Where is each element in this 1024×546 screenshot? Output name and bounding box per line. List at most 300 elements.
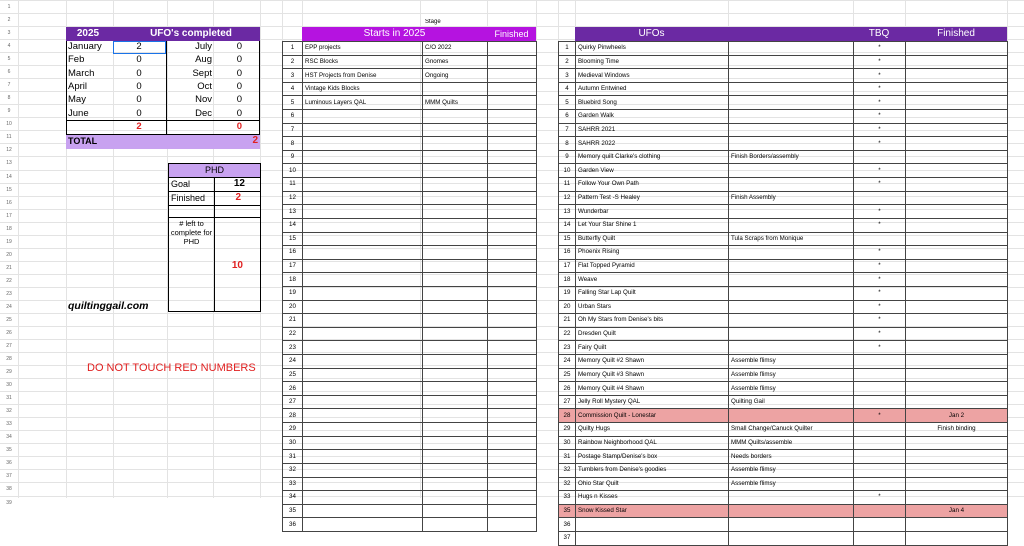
row-number-cell[interactable]: 9 <box>283 150 303 164</box>
row-number-cell[interactable]: 6 <box>283 110 303 124</box>
finished-cell[interactable] <box>906 137 1008 151</box>
starts-row[interactable] <box>283 327 537 341</box>
project-name-cell[interactable] <box>303 423 423 437</box>
finished-cell[interactable] <box>906 205 1008 219</box>
tbq-cell[interactable]: * <box>854 409 906 423</box>
row-number-cell[interactable]: 12 <box>559 191 576 205</box>
ufo-row[interactable] <box>559 327 1008 341</box>
starts-row[interactable] <box>283 110 537 124</box>
starts-row[interactable] <box>283 423 537 437</box>
row-number-cell[interactable]: 26 <box>559 382 576 396</box>
stage-cell[interactable] <box>423 178 488 192</box>
stage-cell[interactable] <box>423 395 488 409</box>
stage-cell[interactable] <box>423 327 488 341</box>
stage-cell[interactable] <box>423 300 488 314</box>
ufo-note-cell[interactable]: MMM Quilts/assemble <box>729 436 854 450</box>
ufo-note-cell[interactable] <box>729 69 854 83</box>
stage-cell[interactable] <box>423 463 488 477</box>
ufo-name-cell[interactable]: Quilty Hugs <box>576 423 729 437</box>
month-value-cell[interactable]: 0 <box>236 68 242 79</box>
finished-cell[interactable] <box>906 232 1008 246</box>
finished-cell[interactable] <box>906 191 1008 205</box>
row-number[interactable]: 37 <box>6 473 12 479</box>
starts-row[interactable] <box>283 96 537 110</box>
row-number[interactable]: 36 <box>6 460 12 466</box>
row-number-cell[interactable]: 10 <box>283 164 303 178</box>
ufo-note-cell[interactable]: Finish Assembly <box>729 191 854 205</box>
ufo-name-cell[interactable]: Memory Quilt #3 Shawn <box>576 368 729 382</box>
finished-cell[interactable]: Finish binding <box>906 423 1008 437</box>
row-number-cell[interactable]: 6 <box>559 110 576 124</box>
ufo-row[interactable] <box>559 55 1008 69</box>
row-number[interactable]: 22 <box>6 278 12 284</box>
stage-cell[interactable] <box>423 110 488 124</box>
row-number[interactable]: 32 <box>6 408 12 414</box>
finished-cell[interactable] <box>488 110 537 124</box>
finished-cell[interactable] <box>906 436 1008 450</box>
finished-cell[interactable] <box>488 273 537 287</box>
finished-cell[interactable] <box>906 491 1008 505</box>
starts-row[interactable] <box>283 518 537 532</box>
ufo-name-cell[interactable]: Pattern Test -S Healey <box>576 191 729 205</box>
row-number-cell[interactable]: 13 <box>559 205 576 219</box>
stage-cell[interactable] <box>423 164 488 178</box>
stage-cell[interactable] <box>423 368 488 382</box>
tbq-cell[interactable]: * <box>854 82 906 96</box>
starts-row[interactable] <box>283 178 537 192</box>
tbq-cell[interactable]: * <box>854 96 906 110</box>
ufo-row[interactable] <box>559 178 1008 192</box>
ufo-row[interactable] <box>559 42 1008 56</box>
row-number-cell[interactable]: 25 <box>283 368 303 382</box>
ufo-note-cell[interactable] <box>729 314 854 328</box>
row-number-cell[interactable]: 35 <box>559 504 576 518</box>
ufo-row[interactable] <box>559 286 1008 300</box>
finished-cell[interactable] <box>906 395 1008 409</box>
tbq-cell[interactable]: * <box>854 259 906 273</box>
finished-cell[interactable] <box>488 504 537 518</box>
row-number-cell[interactable]: 27 <box>559 395 576 409</box>
month-value-cell[interactable]: 0 <box>236 54 242 65</box>
finished-cell[interactable] <box>488 300 537 314</box>
ufo-note-cell[interactable] <box>729 137 854 151</box>
row-number[interactable]: 1 <box>7 4 11 10</box>
ufo-name-cell[interactable]: Let Your Star Shine 1 <box>576 218 729 232</box>
finished-cell[interactable] <box>488 178 537 192</box>
row-number-cell[interactable]: 24 <box>283 355 303 369</box>
stage-cell[interactable] <box>423 355 488 369</box>
finished-cell[interactable] <box>906 110 1008 124</box>
finished-cell[interactable] <box>906 450 1008 464</box>
finished-cell[interactable] <box>906 246 1008 260</box>
ufo-name-cell[interactable] <box>576 531 729 545</box>
ufo-name-cell[interactable]: Bluebird Song <box>576 96 729 110</box>
ufo-note-cell[interactable] <box>729 531 854 545</box>
tbq-cell[interactable] <box>854 150 906 164</box>
ufo-name-cell[interactable]: Garden View <box>576 164 729 178</box>
row-number[interactable]: 7 <box>7 82 11 88</box>
row-number-cell[interactable]: 26 <box>283 382 303 396</box>
finished-cell[interactable] <box>488 69 537 83</box>
starts-row[interactable] <box>283 355 537 369</box>
finished-cell[interactable] <box>906 123 1008 137</box>
finished-cell[interactable] <box>488 150 537 164</box>
row-number-cell[interactable]: 15 <box>559 232 576 246</box>
row-number[interactable]: 24 <box>6 304 12 310</box>
starts-row[interactable] <box>283 341 537 355</box>
project-name-cell[interactable] <box>303 355 423 369</box>
row-number[interactable]: 26 <box>6 330 12 336</box>
row-number[interactable]: 35 <box>6 447 12 453</box>
row-number-cell[interactable]: 19 <box>559 286 576 300</box>
finished-cell[interactable] <box>488 518 537 532</box>
tbq-cell[interactable]: * <box>854 42 906 56</box>
ufo-note-cell[interactable] <box>729 123 854 137</box>
tbq-cell[interactable] <box>854 232 906 246</box>
row-number[interactable]: 33 <box>6 421 12 427</box>
ufo-row[interactable] <box>559 450 1008 464</box>
row-number-cell[interactable]: 20 <box>559 300 576 314</box>
ufo-note-cell[interactable] <box>729 491 854 505</box>
row-number[interactable]: 25 <box>6 317 12 323</box>
ufo-row[interactable] <box>559 205 1008 219</box>
project-name-cell[interactable] <box>303 450 423 464</box>
row-number[interactable]: 30 <box>6 382 12 388</box>
finished-cell[interactable] <box>488 246 537 260</box>
row-number-cell[interactable]: 1 <box>559 42 576 56</box>
ufo-note-cell[interactable] <box>729 164 854 178</box>
finished-cell[interactable] <box>906 355 1008 369</box>
tbq-cell[interactable]: * <box>854 123 906 137</box>
tbq-cell[interactable]: * <box>854 137 906 151</box>
ufo-name-cell[interactable]: SAHRR 2022 <box>576 137 729 151</box>
row-number[interactable]: 3 <box>7 30 11 36</box>
stage-cell[interactable] <box>423 491 488 505</box>
tbq-cell[interactable]: * <box>854 69 906 83</box>
row-number[interactable]: 34 <box>6 434 12 440</box>
row-number-cell[interactable]: 18 <box>283 273 303 287</box>
row-number-cell[interactable]: 12 <box>283 191 303 205</box>
finished-cell[interactable] <box>906 96 1008 110</box>
ufo-row[interactable] <box>559 355 1008 369</box>
starts-row[interactable] <box>283 300 537 314</box>
ufo-row[interactable] <box>559 164 1008 178</box>
tbq-cell[interactable]: * <box>854 491 906 505</box>
ufo-row[interactable] <box>559 423 1008 437</box>
row-number[interactable]: 20 <box>6 252 12 258</box>
row-number-cell[interactable]: 31 <box>559 450 576 464</box>
starts-row[interactable] <box>283 137 537 151</box>
row-number-cell[interactable]: 28 <box>559 409 576 423</box>
ufo-name-cell[interactable]: Medieval Windows <box>576 69 729 83</box>
stage-cell[interactable]: Gnomes <box>423 55 488 69</box>
ufo-name-cell[interactable]: Butterfly Quilt <box>576 232 729 246</box>
project-name-cell[interactable]: RSC Blocks <box>303 55 423 69</box>
stage-cell[interactable] <box>423 341 488 355</box>
stage-cell[interactable] <box>423 314 488 328</box>
finished-cell[interactable] <box>488 42 537 56</box>
row-number-cell[interactable]: 14 <box>559 218 576 232</box>
row-number-cell[interactable]: 29 <box>559 423 576 437</box>
row-number-cell[interactable]: 16 <box>283 246 303 260</box>
row-number[interactable]: 12 <box>6 147 12 153</box>
finished-cell[interactable] <box>906 286 1008 300</box>
project-name-cell[interactable] <box>303 178 423 192</box>
starts-row[interactable] <box>283 259 537 273</box>
ufo-name-cell[interactable]: Flat Topped Pyramid <box>576 259 729 273</box>
tbq-cell[interactable] <box>854 368 906 382</box>
row-number-cell[interactable]: 5 <box>283 96 303 110</box>
finished-cell[interactable] <box>906 42 1008 56</box>
ufo-row[interactable] <box>559 477 1008 491</box>
project-name-cell[interactable] <box>303 246 423 260</box>
row-number-cell[interactable]: 8 <box>559 137 576 151</box>
finished-cell[interactable] <box>906 368 1008 382</box>
project-name-cell[interactable] <box>303 341 423 355</box>
ufo-note-cell[interactable]: Finish Borders/assembly <box>729 150 854 164</box>
starts-row[interactable] <box>283 504 537 518</box>
project-name-cell[interactable] <box>303 137 423 151</box>
stage-cell[interactable] <box>423 504 488 518</box>
ufo-row[interactable] <box>559 382 1008 396</box>
ufo-row[interactable] <box>559 409 1008 423</box>
ufo-name-cell[interactable]: Memory Quilt #2 Shawn <box>576 355 729 369</box>
ufo-note-cell[interactable] <box>729 518 854 532</box>
starts-row[interactable] <box>283 232 537 246</box>
finished-cell[interactable] <box>906 164 1008 178</box>
ufo-note-cell[interactable] <box>729 205 854 219</box>
finished-cell[interactable] <box>488 477 537 491</box>
ufo-note-cell[interactable] <box>729 178 854 192</box>
ufo-name-cell[interactable]: Wunderbar <box>576 205 729 219</box>
ufo-row[interactable] <box>559 531 1008 545</box>
stage-cell[interactable] <box>423 436 488 450</box>
stage-cell[interactable] <box>423 450 488 464</box>
row-number-cell[interactable]: 3 <box>283 69 303 83</box>
project-name-cell[interactable] <box>303 504 423 518</box>
starts-row[interactable] <box>283 450 537 464</box>
project-name-cell[interactable] <box>303 300 423 314</box>
row-number[interactable]: 19 <box>6 239 12 245</box>
ufo-note-cell[interactable]: Quilting Gail <box>729 395 854 409</box>
finished-cell[interactable]: Jan 2 <box>906 409 1008 423</box>
row-number[interactable]: 38 <box>6 486 12 492</box>
project-name-cell[interactable] <box>303 110 423 124</box>
starts-row[interactable] <box>283 55 537 69</box>
tbq-cell[interactable] <box>854 436 906 450</box>
project-name-cell[interactable] <box>303 518 423 532</box>
ufo-row[interactable] <box>559 395 1008 409</box>
row-number[interactable]: 9 <box>7 108 11 114</box>
finished-cell[interactable] <box>488 191 537 205</box>
project-name-cell[interactable] <box>303 286 423 300</box>
row-number[interactable]: 27 <box>6 343 12 349</box>
ufo-note-cell[interactable] <box>729 110 854 124</box>
ufo-name-cell[interactable]: Fairy Quilt <box>576 341 729 355</box>
row-number-cell[interactable]: 28 <box>283 409 303 423</box>
row-number-cell[interactable]: 13 <box>283 205 303 219</box>
stage-cell[interactable] <box>423 218 488 232</box>
finished-cell[interactable] <box>906 259 1008 273</box>
ufo-note-cell[interactable]: Assemble flimsy <box>729 368 854 382</box>
tbq-cell[interactable]: * <box>854 314 906 328</box>
ufo-name-cell[interactable]: Memory quilt Clarke's clothing <box>576 150 729 164</box>
ufo-note-cell[interactable]: Small Change/Canuck Quilter <box>729 423 854 437</box>
row-number-cell[interactable]: 17 <box>283 259 303 273</box>
ufo-row[interactable] <box>559 491 1008 505</box>
project-name-cell[interactable] <box>303 150 423 164</box>
row-number-cell[interactable]: 30 <box>283 436 303 450</box>
finished-cell[interactable] <box>488 205 537 219</box>
ufo-note-cell[interactable] <box>729 409 854 423</box>
row-number-cell[interactable]: 17 <box>559 259 576 273</box>
row-number[interactable]: 23 <box>6 291 12 297</box>
row-number[interactable]: 28 <box>6 356 12 362</box>
ufo-note-cell[interactable] <box>729 42 854 56</box>
tbq-cell[interactable]: * <box>854 300 906 314</box>
row-number-cell[interactable]: 23 <box>283 341 303 355</box>
starts-row[interactable] <box>283 246 537 260</box>
row-number-cell[interactable]: 16 <box>559 246 576 260</box>
finished-cell[interactable] <box>488 82 537 96</box>
starts-row[interactable] <box>283 463 537 477</box>
ufo-note-cell[interactable] <box>729 218 854 232</box>
row-number-cell[interactable]: 14 <box>283 218 303 232</box>
project-name-cell[interactable] <box>303 314 423 328</box>
tbq-cell[interactable]: * <box>854 178 906 192</box>
row-number-cell[interactable]: 25 <box>559 368 576 382</box>
tbq-cell[interactable]: * <box>854 218 906 232</box>
starts-row[interactable] <box>283 477 537 491</box>
row-number-cell[interactable]: 21 <box>559 314 576 328</box>
tbq-cell[interactable]: * <box>854 273 906 287</box>
stage-cell[interactable] <box>423 423 488 437</box>
finished-cell[interactable] <box>488 327 537 341</box>
finished-cell[interactable] <box>488 409 537 423</box>
starts-row[interactable] <box>283 164 537 178</box>
ufo-note-cell[interactable] <box>729 273 854 287</box>
tbq-cell[interactable]: * <box>854 341 906 355</box>
row-number-cell[interactable]: 33 <box>283 477 303 491</box>
finished-cell[interactable] <box>488 55 537 69</box>
ufo-name-cell[interactable]: Jelly Roll Mystery QAL <box>576 395 729 409</box>
ufo-name-cell[interactable]: Oh My Stars from Denise's bits <box>576 314 729 328</box>
stage-cell[interactable] <box>423 82 488 96</box>
tbq-cell[interactable]: * <box>854 286 906 300</box>
ufo-row[interactable] <box>559 69 1008 83</box>
ufo-note-cell[interactable]: Assemble flimsy <box>729 477 854 491</box>
finished-cell[interactable] <box>906 463 1008 477</box>
ufo-note-cell[interactable] <box>729 259 854 273</box>
month-value-cell[interactable]: 0 <box>136 108 142 119</box>
ufo-note-cell[interactable] <box>729 96 854 110</box>
ufo-row[interactable] <box>559 82 1008 96</box>
ufo-note-cell[interactable] <box>729 82 854 96</box>
project-name-cell[interactable] <box>303 232 423 246</box>
tbq-cell[interactable] <box>854 423 906 437</box>
finished-cell[interactable] <box>906 218 1008 232</box>
ufo-name-cell[interactable]: Falling Star Lap Quilt <box>576 286 729 300</box>
ufo-name-cell[interactable]: Postage Stamp/Denise's box <box>576 450 729 464</box>
tbq-cell[interactable] <box>854 355 906 369</box>
starts-row[interactable] <box>283 368 537 382</box>
row-number-cell[interactable]: 37 <box>559 531 576 545</box>
finished-cell[interactable] <box>906 178 1008 192</box>
row-number-cell[interactable]: 2 <box>283 55 303 69</box>
row-number-cell[interactable]: 8 <box>283 137 303 151</box>
row-number[interactable]: 16 <box>6 200 12 206</box>
ufo-name-cell[interactable]: SAHRR 2021 <box>576 123 729 137</box>
tbq-cell[interactable] <box>854 382 906 396</box>
ufo-name-cell[interactable]: Weave <box>576 273 729 287</box>
stage-cell[interactable] <box>423 286 488 300</box>
row-number-cell[interactable]: 1 <box>283 42 303 56</box>
project-name-cell[interactable] <box>303 327 423 341</box>
finished-cell[interactable] <box>906 327 1008 341</box>
month-value-cell[interactable]: 0 <box>136 81 142 92</box>
stage-cell[interactable] <box>423 246 488 260</box>
row-number-cell[interactable]: 10 <box>559 164 576 178</box>
finished-cell[interactable] <box>488 286 537 300</box>
ufo-name-cell[interactable]: Rainbow Neighborhood QAL <box>576 436 729 450</box>
starts-row[interactable] <box>283 150 537 164</box>
row-number-cell[interactable]: 5 <box>559 96 576 110</box>
ufo-name-cell[interactable]: Blooming Time <box>576 55 729 69</box>
starts-row[interactable] <box>283 205 537 219</box>
row-number[interactable]: 11 <box>6 134 12 140</box>
project-name-cell[interactable] <box>303 463 423 477</box>
finished-cell[interactable] <box>488 96 537 110</box>
row-number-cell[interactable]: 4 <box>283 82 303 96</box>
ufo-row[interactable] <box>559 341 1008 355</box>
row-number-cell[interactable]: 15 <box>283 232 303 246</box>
row-number-cell[interactable]: 11 <box>559 178 576 192</box>
project-name-cell[interactable] <box>303 395 423 409</box>
project-name-cell[interactable] <box>303 123 423 137</box>
month-value-cell[interactable]: 0 <box>236 94 242 105</box>
row-number[interactable]: 4 <box>7 43 11 49</box>
finished-cell[interactable] <box>906 531 1008 545</box>
row-number[interactable]: 15 <box>6 187 12 193</box>
ufo-note-cell[interactable] <box>729 327 854 341</box>
row-number-cell[interactable]: 19 <box>283 286 303 300</box>
ufo-row[interactable] <box>559 273 1008 287</box>
finished-cell[interactable] <box>488 341 537 355</box>
ufo-row[interactable] <box>559 314 1008 328</box>
finished-cell[interactable] <box>488 355 537 369</box>
stage-cell[interactable]: MMM Quilts <box>423 96 488 110</box>
finished-cell[interactable] <box>488 491 537 505</box>
project-name-cell[interactable]: Vintage Kids Blocks <box>303 82 423 96</box>
finished-cell[interactable] <box>906 69 1008 83</box>
finished-cell[interactable] <box>906 477 1008 491</box>
row-number-cell[interactable]: 35 <box>283 504 303 518</box>
ufo-name-cell[interactable]: Follow Your Own Path <box>576 178 729 192</box>
ufo-row[interactable] <box>559 218 1008 232</box>
row-number[interactable]: 10 <box>6 121 12 127</box>
ufo-row[interactable] <box>559 246 1008 260</box>
ufo-name-cell[interactable]: Dresden Quilt <box>576 327 729 341</box>
finished-cell[interactable] <box>906 341 1008 355</box>
stage-cell[interactable] <box>423 273 488 287</box>
ufo-name-cell[interactable]: Memory Quilt #4 Shawn <box>576 382 729 396</box>
month-value-cell[interactable]: 0 <box>236 41 242 52</box>
project-name-cell[interactable] <box>303 259 423 273</box>
ufo-name-cell[interactable]: Snow Kissed Star <box>576 504 729 518</box>
row-number[interactable]: 2 <box>7 17 11 23</box>
row-number-cell[interactable]: 32 <box>559 477 576 491</box>
project-name-cell[interactable]: Luminous Layers QAL <box>303 96 423 110</box>
